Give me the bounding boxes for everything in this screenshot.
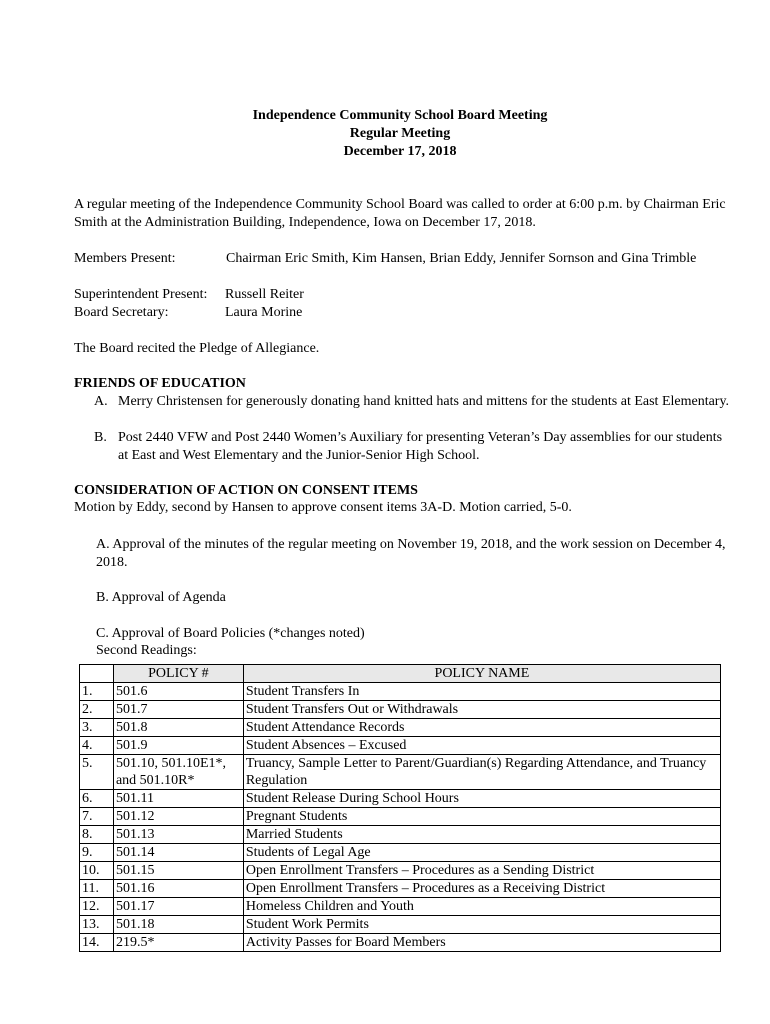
row-number: 9. (80, 844, 114, 862)
board-secretary-value: Laura Morine (225, 305, 303, 320)
policy-number: 501.14 (113, 844, 243, 862)
intro-paragraph: A regular meeting of the Independence Community School Board was called to order at 6:00 p.m. by Chairman Eric Smith at the Administration Building, Independence, Iowa on December 17, 2018. (74, 197, 726, 230)
header-number-cell (80, 665, 114, 683)
policy-name: Student Work Permits (243, 916, 720, 934)
table-row (80, 844, 721, 862)
row-number: 3. (80, 719, 114, 737)
policy-name: Student Transfers Out or Withdrawals (243, 701, 720, 719)
policy-name: Truancy, Sample Letter to Parent/Guardian(s) Regarding Attendance, and Truancy Regulation (243, 755, 720, 790)
policy-number: 501.15 (113, 862, 243, 880)
row-number: 8. (80, 826, 114, 844)
table-row (80, 880, 721, 898)
row-number: 4. (80, 737, 114, 755)
policy-table (79, 664, 721, 952)
policy-number: 501.17 (113, 898, 243, 916)
table-row (80, 755, 721, 790)
table-row (80, 862, 721, 880)
friends-item (94, 429, 734, 465)
consent-motion: Motion by Eddy, second by Hansen to approve consent items 3A-D. Motion carried, 5-0. (74, 500, 572, 515)
board-secretary-label: Board Secretary: (74, 305, 169, 320)
table-row (80, 719, 721, 737)
consent-item-b: B. Approval of Agenda (96, 590, 226, 605)
policy-table-header (80, 665, 721, 683)
policy-name: Married Students (243, 826, 720, 844)
superintendent-value: Russell Reiter (225, 287, 304, 302)
table-row (80, 898, 721, 916)
policy-number: 501.11 (113, 790, 243, 808)
header-policy-number: POLICY # (113, 665, 243, 683)
row-number: 11. (80, 880, 114, 898)
title-line-3: December 17, 2018 (343, 144, 457, 159)
policy-number: 501.12 (113, 808, 243, 826)
header-policy-name: POLICY NAME (243, 665, 720, 683)
table-row (80, 808, 721, 826)
consent-item-c: C. Approval of Board Policies (*changes noted) (96, 626, 365, 641)
table-row (80, 790, 721, 808)
policy-table-body (80, 683, 721, 952)
row-number: 5. (80, 755, 114, 790)
attendance-block (74, 250, 734, 322)
table-row (80, 701, 721, 719)
policy-number: 219.5* (113, 934, 243, 952)
friends-item-text: Post 2440 VFW and Post 2440 Women’s Auxiliary for presenting Veteran’s Day assemblies for our students at East and West Elementary and the Junior-Senior High School. (118, 430, 723, 463)
row-number: 10. (80, 862, 114, 880)
row-number: 2. (80, 701, 114, 719)
members-present-label: Members Present: (74, 251, 176, 266)
policy-number: 501.18 (113, 916, 243, 934)
policy-name: Activity Passes for Board Members (243, 934, 720, 952)
policy-number: 501.13 (113, 826, 243, 844)
row-number: 7. (80, 808, 114, 826)
policy-number: 501.10, 501.10E1*, and 501.10R* (113, 755, 243, 790)
policy-name: Student Release During School Hours (243, 790, 720, 808)
policy-number: 501.16 (113, 880, 243, 898)
policy-name: Open Enrollment Transfers – Procedures as a Sending District (243, 862, 720, 880)
policy-number: 501.6 (113, 683, 243, 701)
table-row (80, 737, 721, 755)
policy-number: 501.9 (113, 737, 243, 755)
row-number: 6. (80, 790, 114, 808)
pledge-text: The Board recited the Pledge of Allegiance. (74, 341, 320, 356)
policy-name: Open Enrollment Transfers – Procedures as a Receiving District (243, 880, 720, 898)
friends-item (94, 393, 734, 411)
members-present-value: Chairman Eric Smith, Kim Hansen, Brian Eddy, Jennifer Sornson and Gina Trimble (226, 251, 697, 266)
row-number: 12. (80, 898, 114, 916)
title-line-2: Regular Meeting (349, 126, 451, 141)
consent-item-a: A. Approval of the minutes of the regular meeting on November 19, 2018, and the work session on December 4, 2018. (96, 537, 726, 570)
table-row (80, 826, 721, 844)
friends-item-letter: A. (94, 394, 108, 409)
consent-heading: CONSIDERATION OF ACTION ON CONSENT ITEMS (74, 483, 418, 498)
second-readings-label: Second Readings: (96, 643, 197, 658)
policy-name: Students of Legal Age (243, 844, 720, 862)
table-row (80, 683, 721, 701)
policy-name: Homeless Children and Youth (243, 898, 720, 916)
document-title (0, 107, 770, 161)
row-number: 14. (80, 934, 114, 952)
friends-item-letter: B. (94, 430, 107, 445)
policy-number: 501.7 (113, 701, 243, 719)
row-number: 13. (80, 916, 114, 934)
superintendent-row (74, 286, 734, 304)
policy-name: Student Transfers In (243, 683, 720, 701)
row-number: 1. (80, 683, 114, 701)
members-present-row (74, 250, 734, 286)
policy-name: Pregnant Students (243, 808, 720, 826)
title-line-1: Independence Community School Board Meeting (252, 108, 548, 123)
policy-name: Student Attendance Records (243, 719, 720, 737)
friends-item-text: Merry Christensen for generously donating hand knitted hats and mittens for the students at East Elementary. (118, 394, 730, 409)
board-secretary-row (74, 304, 734, 322)
table-row (80, 934, 721, 952)
superintendent-label: Superintendent Present: (74, 287, 208, 302)
policy-number: 501.8 (113, 719, 243, 737)
policy-name: Student Absences – Excused (243, 737, 720, 755)
table-row (80, 916, 721, 934)
friends-heading: FRIENDS OF EDUCATION (74, 376, 246, 391)
